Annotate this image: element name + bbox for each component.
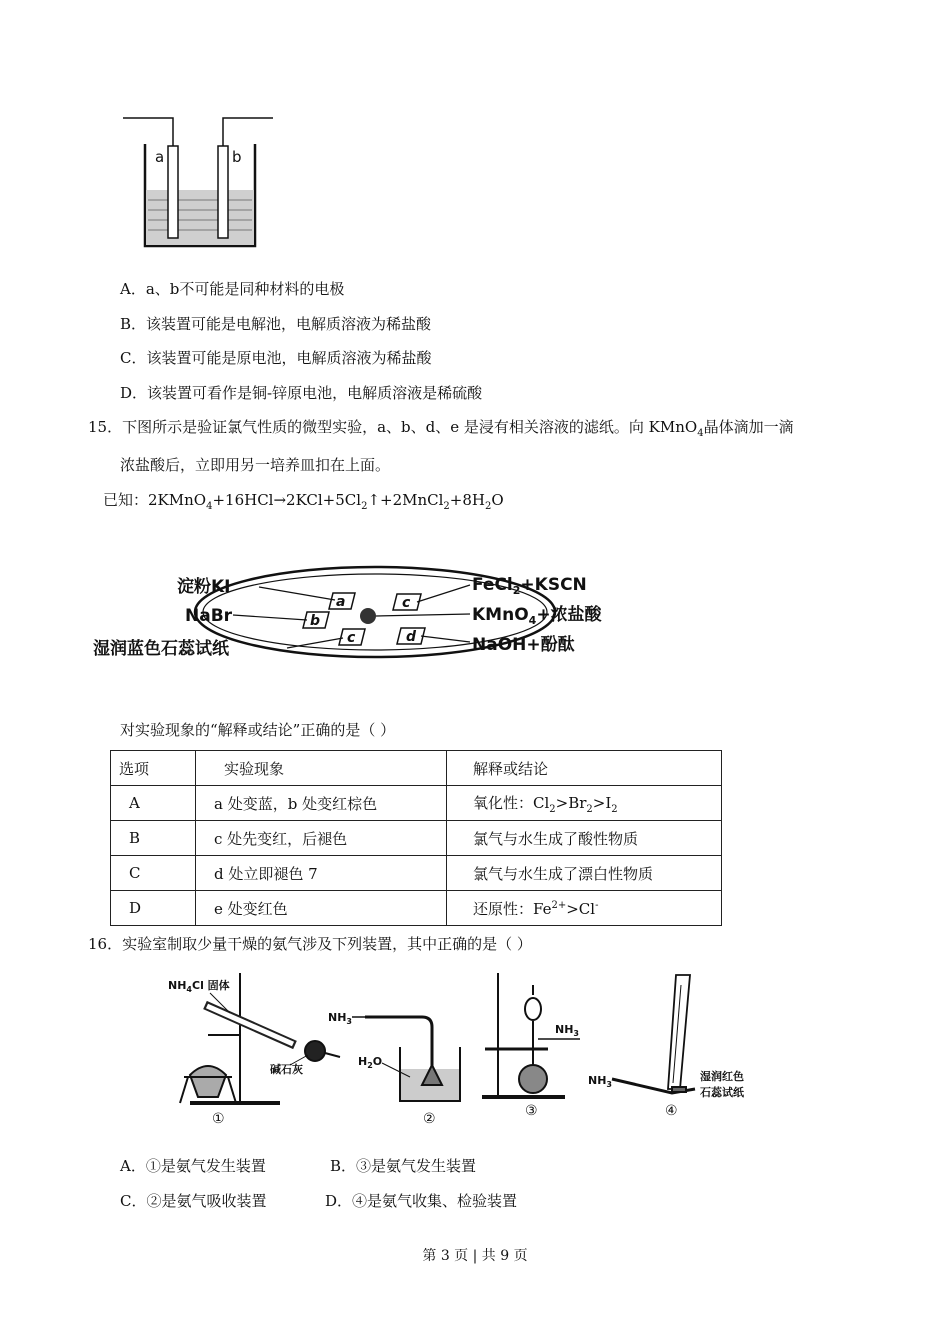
- q15-question: 对实验现象的“解释或结论”正确的是（ ）: [120, 721, 396, 739]
- electrode-b-label: b: [232, 148, 242, 166]
- q16-option-c: C．②是氨气吸收装置: [120, 1192, 267, 1210]
- label-kmno4-hcl: KMnO$_4$+浓盐酸: [472, 605, 602, 627]
- paper-b: b: [310, 613, 321, 629]
- table-header-row: [111, 751, 722, 786]
- q14-option-d: D．该装置可看作是铜-锌原电池，电解质溶液是稀硫酸: [120, 384, 483, 402]
- table-row: B c 处先变红，后褪色 氯气与水生成了酸性物质: [111, 821, 722, 856]
- q14-option-b: B．该装置可能是电解池，电解质溶液为稀盐酸: [120, 315, 432, 333]
- label-nh3-apparatus3: $NH_3$: [555, 1023, 579, 1038]
- paper-c: c: [347, 630, 356, 646]
- label-nabr: NaBr: [185, 606, 233, 626]
- label-nh3-apparatus2: $NH_3$: [328, 1011, 352, 1026]
- label-starch-ki: 淀粉KI: [177, 577, 231, 597]
- mark-3: ③: [525, 1103, 538, 1119]
- header-option: 选项: [111, 751, 196, 786]
- paper-e: c: [402, 595, 411, 611]
- q16-option-d: D．④是氨气收集、检验装置: [325, 1192, 518, 1210]
- label-soda-lime: 碱石灰: [270, 1063, 303, 1076]
- petri-dish-diagram: [85, 560, 645, 670]
- label-red-litmus-line1: 湿润红色: [700, 1070, 744, 1083]
- page-footer: 第 3 页 | 共 9 页: [422, 1248, 528, 1264]
- paper-a: a: [336, 594, 346, 610]
- table-row: C d 处立即褪色 7 氯气与水生成了漂白性物质: [111, 856, 722, 891]
- paper-d: d: [406, 629, 417, 645]
- kmno4-crystal: [360, 608, 376, 624]
- label-blue-litmus: 湿润蓝色石蕊试纸: [93, 639, 229, 659]
- label-nh3-apparatus4: $NH_3$: [588, 1074, 612, 1089]
- electrode-a-label: a: [155, 148, 165, 166]
- mark-1: ①: [212, 1111, 225, 1127]
- q14-option-a: A．a、b不可能是同种材料的电极: [120, 280, 345, 298]
- table-row: D e 处变红色 还原性：$Fe^{2+}>Cl^-$: [111, 891, 722, 926]
- q15-options-table: [110, 750, 722, 926]
- q15-stem-line1: 15．下图所示是验证氯气性质的微型实验，a、b、d、e 是浸有相关溶液的滤纸。向 KMnO$_4$晶体滴加一滴: [88, 418, 794, 439]
- q15-stem-line2: 浓盐酸后，立即用另一培养皿扣在上面。: [120, 456, 391, 474]
- electrolysis-cell-diagram: [115, 108, 275, 250]
- q14-option-c: C．该装置可能是原电池，电解质溶液为稀盐酸: [120, 349, 432, 367]
- q15-known-equation: 已知：$2KMnO_4+16HCl\to 2KCl+5Cl_2↑+2MnCl_2+8H_2O$: [103, 491, 504, 512]
- label-red-litmus-line2: 石蕊试纸: [700, 1086, 744, 1099]
- label-nh4cl-solid: $NH_4Cl$ 固体: [168, 979, 230, 994]
- label-naoh-phenolphthalein: NaOH+酚酞: [472, 635, 575, 655]
- q16-option-b: B．③是氨气发生装置: [330, 1157, 477, 1175]
- mark-4: ④: [665, 1103, 678, 1119]
- header-phenomenon: 实验现象: [196, 751, 447, 786]
- label-h2o: $H_2O$: [358, 1055, 383, 1070]
- q16-stem: 16．实验室制取少量干燥的氨气涉及下列装置，其中正确的是（ ）: [88, 935, 532, 953]
- q16-option-a: A．①是氨气发生装置: [120, 1157, 266, 1175]
- ammonia-apparatus-diagram: [160, 965, 810, 1135]
- q16-number: 16．: [88, 935, 123, 953]
- mark-2: ②: [423, 1111, 436, 1127]
- q15-number: 15．: [88, 418, 123, 436]
- label-fecl2-kscn: FeCl$_2$+KSCN: [472, 575, 587, 597]
- table-row: A a 处变蓝，b 处变红棕色 氧化性：$Cl_2>Br_2>I_2$: [111, 786, 722, 821]
- header-conclusion: 解释或结论: [447, 751, 722, 786]
